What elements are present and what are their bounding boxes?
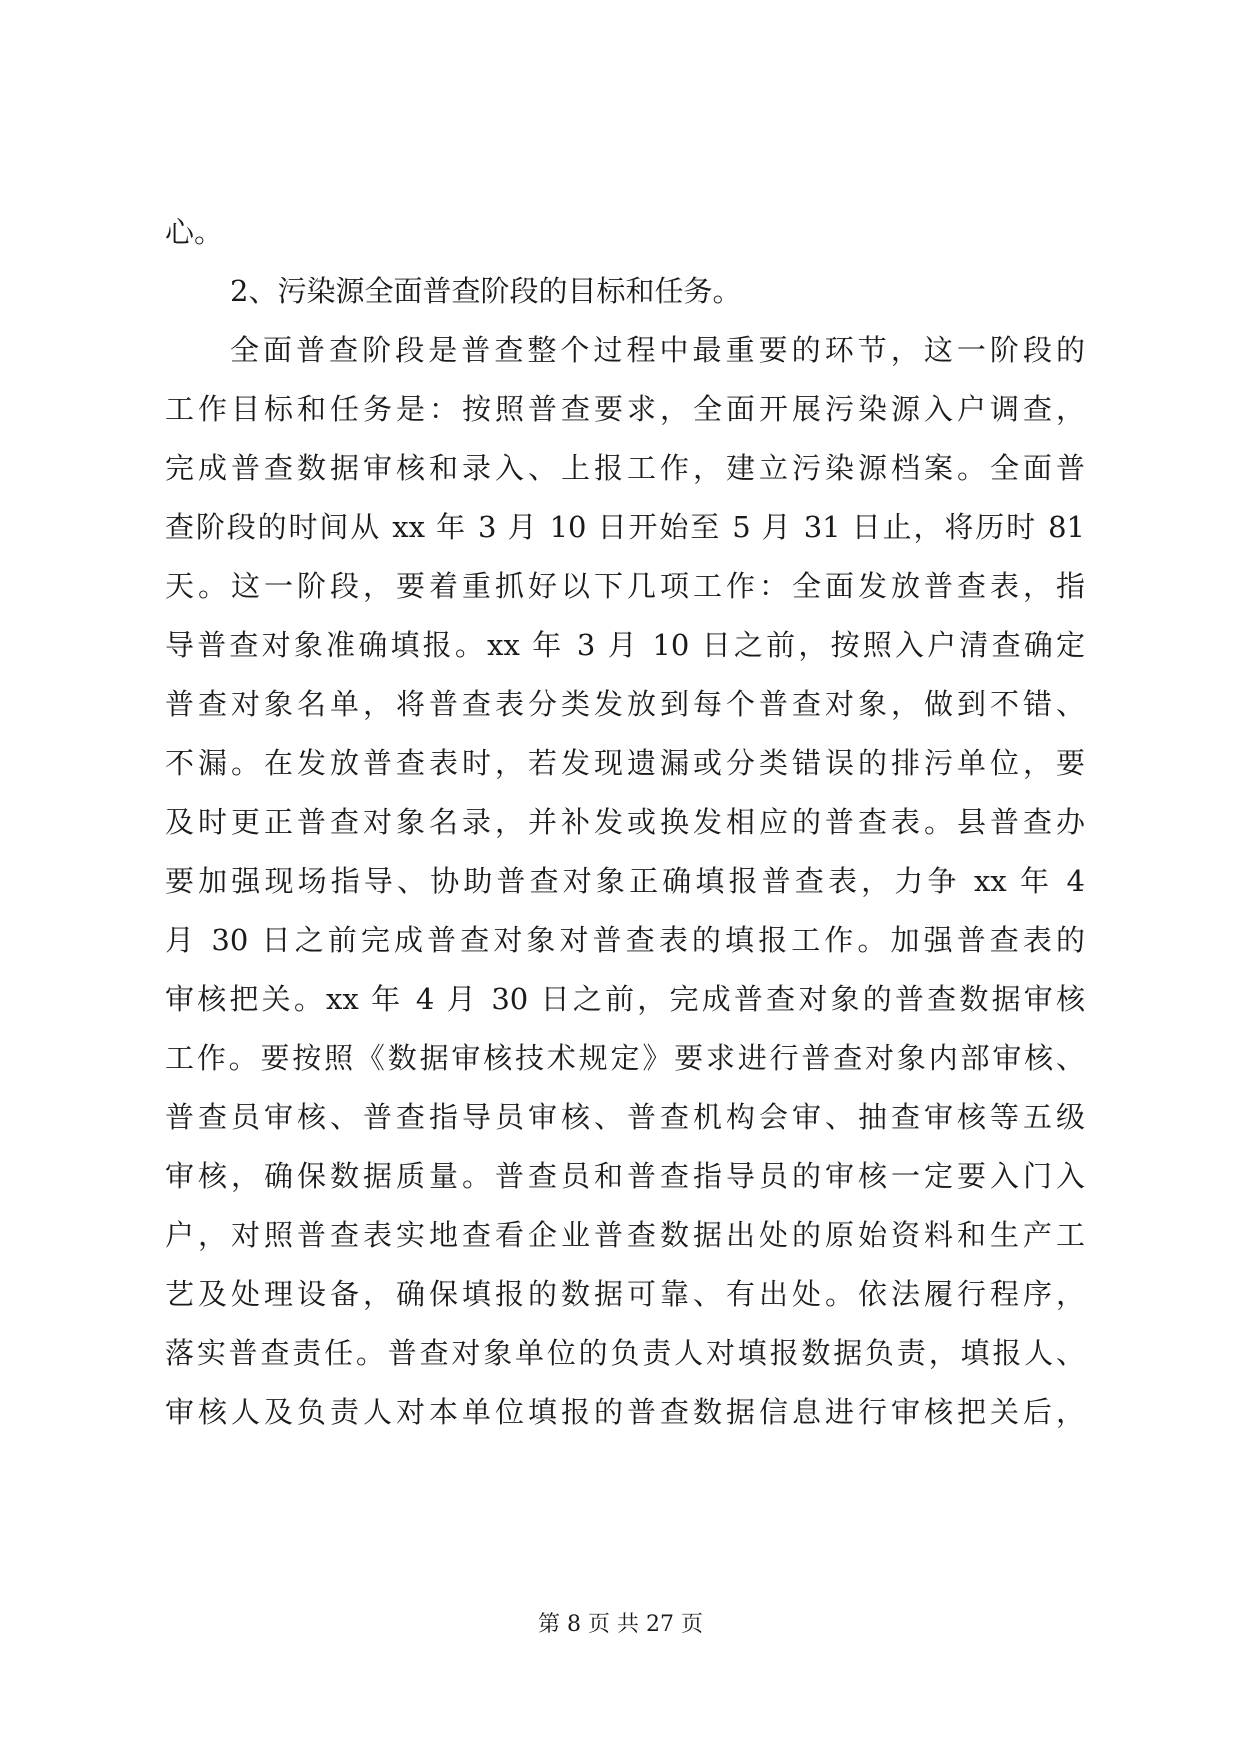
paragraph-line: 不漏。在发放普查表时，若发现遗漏或分类错误的排污单位，要 <box>165 746 1085 780</box>
paragraph-line: 普查对象名单，将普查表分类发放到每个普查对象，做到不错、 <box>165 687 1085 721</box>
paragraph-line: 要加强现场指导、协助普查对象正确填报普查表，力争 xx 年 4 <box>165 864 1085 898</box>
paragraph-line: 工作。要按照《数据审核技术规定》要求进行普查对象内部审核、 <box>165 1041 1085 1075</box>
paragraph-line: 普查员审核、普查指导员审核、普查机构会审、抽查审核等五级 <box>165 1100 1085 1134</box>
paragraph-line: 导普查对象准确填报。xx 年 3 月 10 日之前，按照入户清查确定 <box>165 628 1085 662</box>
paragraph-line: 及时更正普查对象名录，并补发或换发相应的普查表。县普查办 <box>165 805 1085 839</box>
paragraph-line: 审核人及负责人对本单位填报的普查数据信息进行审核把关后， <box>165 1395 1085 1429</box>
paragraph-line: 心。 <box>165 215 224 249</box>
section-heading: 2、污染源全面普查阶段的目标和任务。 <box>230 274 742 308</box>
paragraph-line: 全面普查阶段是普查整个过程中最重要的环节，这一阶段的 <box>230 333 1085 367</box>
paragraph-line: 艺及处理设备，确保填报的数据可靠、有出处。依法履行程序， <box>165 1277 1085 1311</box>
paragraph-line: 工作目标和任务是：按照普查要求，全面开展污染源入户调查， <box>165 392 1085 426</box>
paragraph-line: 天。这一阶段，要着重抓好以下几项工作：全面发放普查表，指 <box>165 569 1085 603</box>
paragraph-line: 审核把关。xx 年 4 月 30 日之前，完成普查对象的普查数据审核 <box>165 982 1085 1016</box>
page-number-footer: 第 8 页 共 27 页 <box>538 1612 703 1637</box>
paragraph-line: 月 30 日之前完成普查对象对普查表的填报工作。加强普查表的 <box>165 923 1085 957</box>
paragraph-line: 完成普查数据审核和录入、上报工作，建立污染源档案。全面普 <box>165 451 1085 485</box>
paragraph-line: 查阶段的时间从 xx 年 3 月 10 日开始至 5 月 31 日止，将历时 81 <box>165 510 1085 544</box>
paragraph-line: 户，对照普查表实地查看企业普查数据出处的原始资料和生产工 <box>165 1218 1085 1252</box>
paragraph-line: 落实普查责任。普查对象单位的负责人对填报数据负责，填报人、 <box>165 1336 1085 1370</box>
paragraph-line: 审核，确保数据质量。普查员和普查指导员的审核一定要入门入 <box>165 1159 1085 1193</box>
